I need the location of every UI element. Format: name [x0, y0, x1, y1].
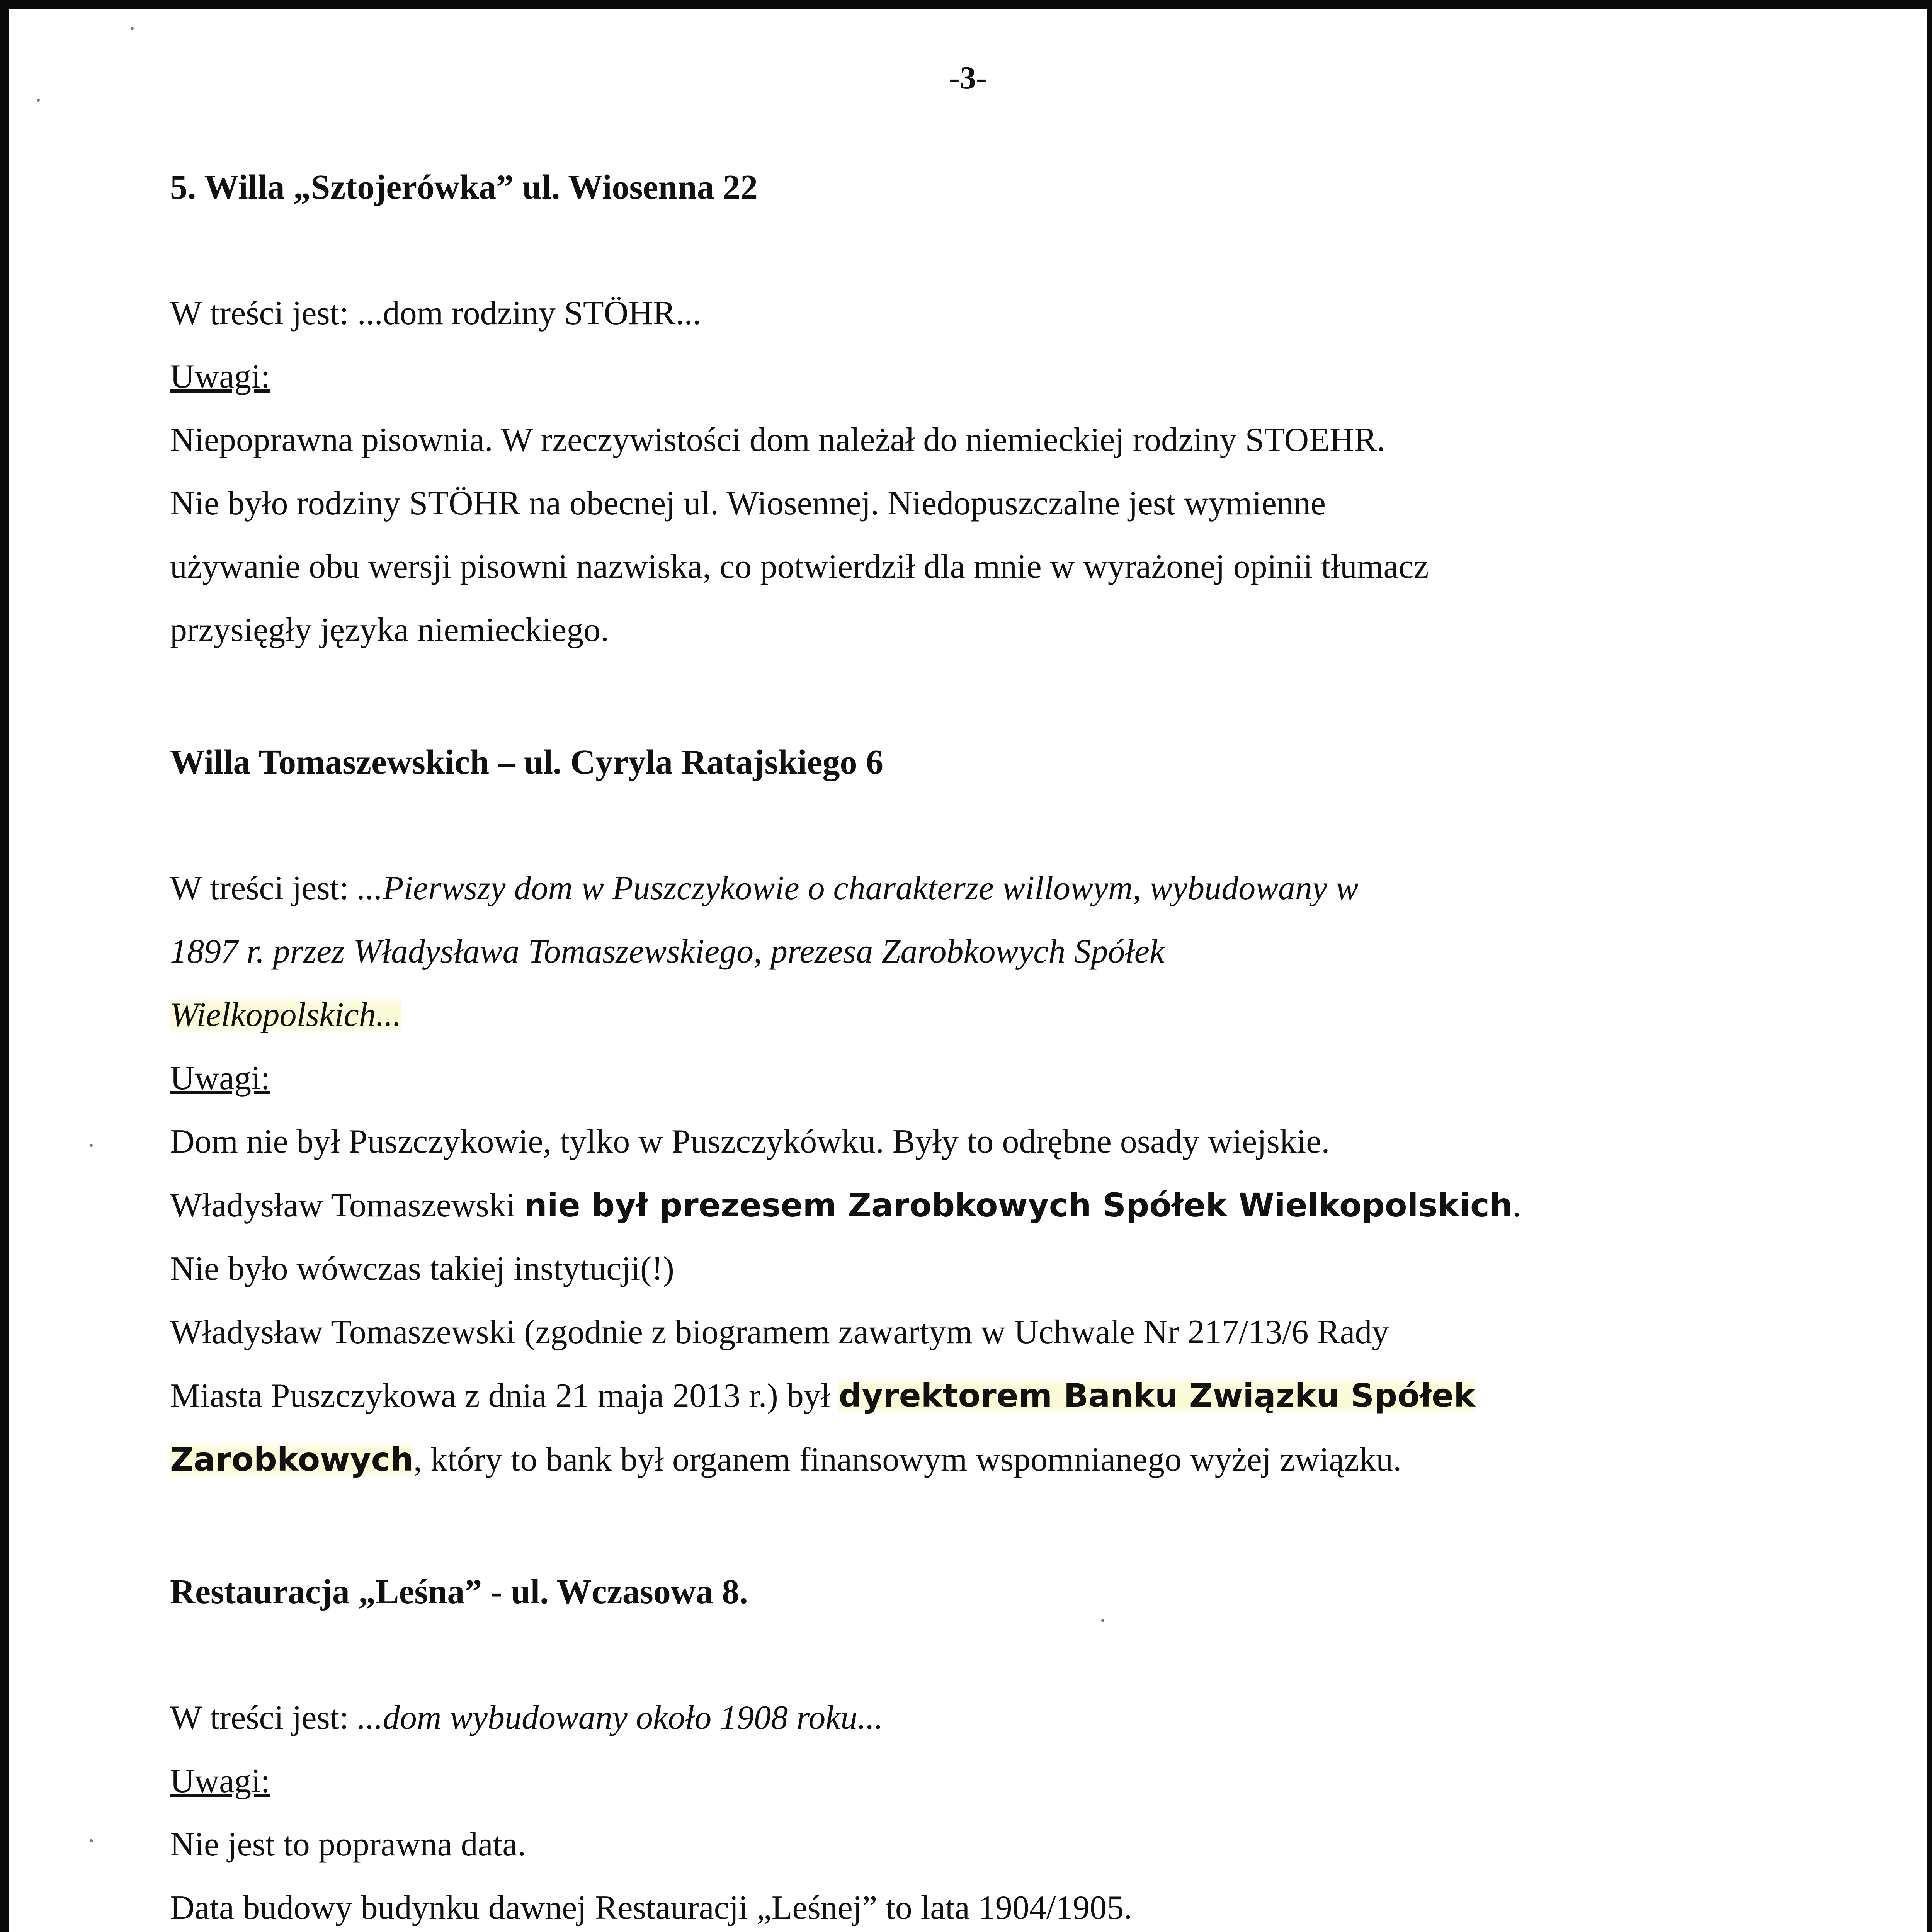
remark-line: Nie było wówczas takiej instytucji(!)	[170, 1250, 674, 1287]
section-restauracja-lesna	[170, 1561, 1716, 1932]
remark-emphasis: Zarobkowych	[170, 1440, 414, 1478]
quote-text: Wielkopolskich...	[170, 996, 401, 1034]
section-heading: Willa Tomaszewskich – ul. Cyryla Ratajskiego 6	[170, 743, 883, 781]
quote-line	[170, 983, 1716, 1047]
remark-line	[170, 1364, 1716, 1428]
section-willa-sztojerowka	[170, 156, 1716, 662]
scan-speck	[90, 1144, 93, 1147]
remark-text: .	[1512, 1187, 1521, 1224]
remark-line: przysięgły języka niemieckiego.	[170, 611, 609, 649]
quote-prefix: W treści jest:	[170, 869, 357, 907]
section-willa-tomaszewskich	[170, 731, 1716, 1492]
remark-line: Dom nie był Puszczykowie, tylko w Puszczykówku. Były to odrębne osady wiejskie.	[170, 1123, 1330, 1160]
remark-line	[170, 1428, 1716, 1492]
remark-text: Władysław Tomaszewski	[170, 1187, 524, 1224]
remark-line: używanie obu wersji pisowni nazwiska, co potwierdził dla mnie w wyrażonej opinii tłumacz	[170, 548, 1429, 585]
remark-emphasis: dyrektorem Banku Związku Spółek	[838, 1377, 1475, 1415]
quote-text: ...dom rodziny STÖHR...	[357, 294, 701, 332]
quote-prefix: W treści jest:	[170, 1699, 357, 1736]
quote-line	[170, 1686, 1716, 1750]
document-body	[170, 156, 1716, 1932]
remark-line: Władysław Tomaszewski (zgodnie z biogramem zawartym w Uchwale Nr 217/13/6 Rady	[170, 1313, 1389, 1351]
remark-line: Niepoprawna pisownia. W rzeczywistości dom należał do niemieckiej rodziny STOEHR.	[170, 421, 1386, 459]
section-heading: Restauracja „Leśna” - ul. Wczasowa 8.	[170, 1573, 748, 1611]
remark-line: Data budowy budynku dawnej Restauracji „Leśnej” to lata 1904/1905.	[170, 1889, 1133, 1927]
uwagi-label: Uwagi:	[170, 358, 270, 395]
section-heading: 5. Willa „Sztojerówka” ul. Wiosenna 22	[170, 168, 758, 206]
quote-prefix: W treści jest:	[170, 294, 357, 332]
quote-line	[170, 282, 1716, 345]
scan-speck	[90, 1839, 93, 1842]
remark-line	[170, 1173, 1716, 1237]
remark-emphasis: nie był prezesem Zarobkowych Spółek Wielkopolskich	[524, 1186, 1513, 1224]
uwagi-label: Uwagi:	[170, 1762, 270, 1800]
scan-speck	[131, 27, 134, 30]
quote-line: 1897 r. przez Władysława Tomaszewskiego, prezesa Zarobkowych Spółek	[170, 933, 1165, 970]
remark-text: , który to bank był organem finansowym wspomnianego wyżej związku.	[413, 1441, 1402, 1478]
page-number: -3-	[949, 60, 987, 96]
remark-line: Nie jest to poprawna data.	[170, 1826, 526, 1863]
quote-line	[170, 857, 1716, 920]
quote-text: ...dom wybudowany około 1908 roku...	[357, 1699, 883, 1736]
quote-text: ...Pierwszy dom w Puszczykowie o charakterze willowym, wybudowany w	[357, 869, 1359, 907]
remark-text: Miasta Puszczykowa z dnia 21 maja 2013 r.) był	[170, 1377, 839, 1415]
uwagi-label: Uwagi:	[170, 1060, 270, 1097]
scan-speck	[37, 99, 40, 102]
remark-line: Nie było rodziny STÖHR na obecnej ul. Wiosennej. Niedopuszczalne jest wymienne	[170, 485, 1326, 522]
